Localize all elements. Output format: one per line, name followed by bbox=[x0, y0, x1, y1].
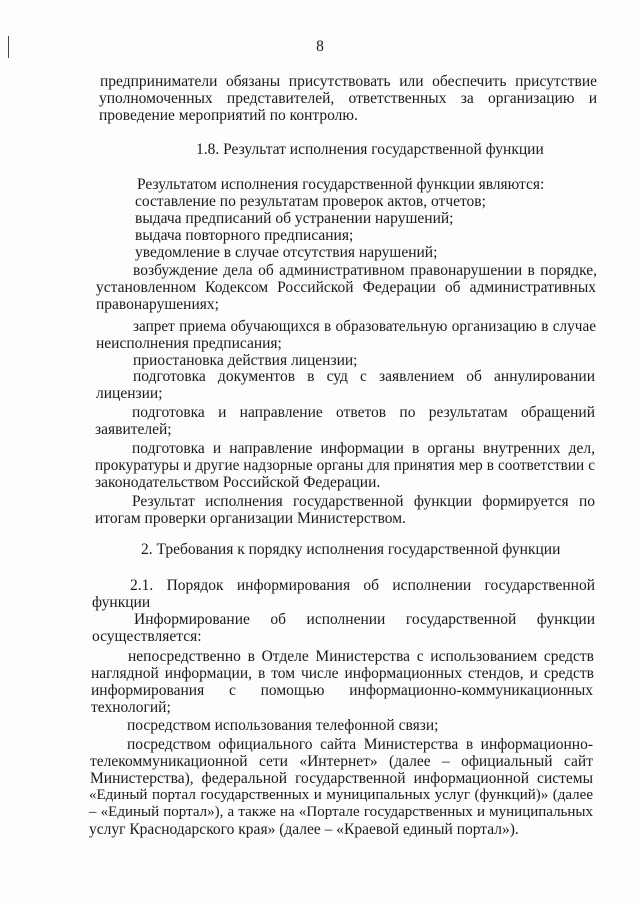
text-line: Министерства), федеральной государственной информационной системы bbox=[90, 770, 593, 787]
text-line: лицензии; bbox=[96, 385, 163, 402]
text-line: технологий; bbox=[91, 699, 171, 716]
text-line: непосредственно в Отделе Министерства с использованием средств bbox=[128, 648, 594, 665]
text-line: приостановка действия лицензии; bbox=[133, 352, 358, 369]
text-line: уведомление в случае отсутствия нарушений; bbox=[135, 244, 438, 261]
text-line: Информирование об исполнении государственной функции bbox=[134, 611, 595, 628]
text-line: функции bbox=[92, 594, 151, 611]
text-line: законодательством Российской Федерации. bbox=[95, 474, 381, 491]
text-line: установленном Кодексом Российской Федерации об административных bbox=[96, 279, 596, 296]
text-line: возбуждение дела об административном правонарушении в порядке, bbox=[133, 262, 597, 279]
section-heading: 1.8. Результат исполнения государственной функции bbox=[196, 141, 544, 158]
text-line: подготовка и направление ответов по результатам обращений bbox=[132, 404, 595, 421]
text-line: подготовка и направление информации в органы внутренних дел, bbox=[132, 440, 595, 457]
text-line: составление по результатам проверок актов, отчетов; bbox=[135, 193, 486, 210]
section-heading: 2. Требования к порядку исполнения государственной функции bbox=[141, 541, 561, 558]
text-line: заявителей; bbox=[95, 421, 172, 438]
text-line: наглядной информации, в том числе информационных стендов, и средств bbox=[91, 665, 594, 682]
text-line: неисполнения предписания; bbox=[96, 335, 282, 352]
text-line: подготовка документов в суд с заявлением об аннулировании bbox=[133, 368, 595, 385]
text-line: телекоммуникационной сети «Интернет» (далее – официальный сайт bbox=[90, 753, 593, 770]
text-line: посредством использования телефонной связи; bbox=[127, 717, 439, 734]
text-line: посредством официального сайта Министерства в информационно- bbox=[127, 736, 593, 753]
text-line: услуг Краснодарского края» (далее – «Краевой единый портал»). bbox=[89, 821, 519, 838]
text-line: «Единый портал государственных и муниципальных услуг (функций)» (далее bbox=[89, 787, 593, 803]
text-line: 2.1. Порядок информирования об исполнении государственной bbox=[130, 577, 595, 594]
text-line: предприниматели обязаны присутствовать или обеспечить присутствие bbox=[100, 73, 597, 90]
text-line: – «Единый портал»), а также на «Портале государственных и муниципальных bbox=[89, 804, 593, 820]
text-line: уполномоченных представителей, ответственных за организацию и bbox=[99, 90, 597, 107]
text-line: итогам проверки организации Министерством. bbox=[95, 510, 406, 527]
text-line: осуществляется: bbox=[92, 628, 202, 645]
text-line: выдача предписаний об устранении нарушений; bbox=[135, 210, 454, 227]
text-line: информирования с помощью информационно-коммуникационных bbox=[91, 682, 593, 699]
page-number: 8 bbox=[316, 38, 324, 55]
text-line: правонарушениях; bbox=[96, 296, 219, 313]
text-line: выдача повторного предписания; bbox=[135, 227, 354, 244]
text-line: проведение мероприятий по контролю. bbox=[99, 107, 358, 124]
text-line: Результатом исполнения государственной функции являются: bbox=[137, 176, 545, 193]
text-line: запрет приема обучающихся в образовательную организацию в случае bbox=[133, 318, 596, 335]
text-line: прокуратуры и другие надзорные органы для принятия мер в соответствии с bbox=[95, 457, 595, 474]
text-line: Результат исполнения государственной функции формируется по bbox=[132, 493, 595, 510]
